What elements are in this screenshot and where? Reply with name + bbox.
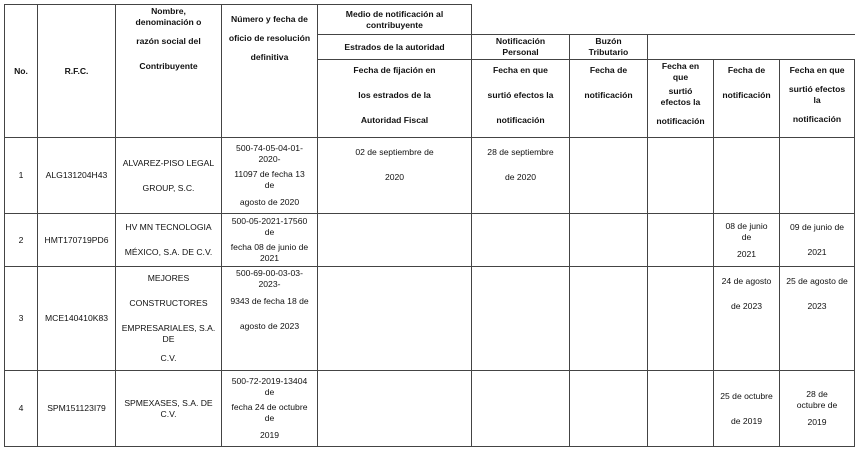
cell-buzon	[570, 267, 648, 371]
notification-table	[4, 4, 855, 447]
cell-surtio-buzon	[648, 214, 714, 267]
header-surtio-buzon: Fecha en que surtió efectos la notificación	[648, 60, 714, 138]
header-personal: Notificación Personal	[472, 35, 570, 60]
cell-fijacion	[318, 267, 472, 371]
header-estrados: Estrados de la autoridad	[318, 35, 472, 60]
table-row	[5, 138, 855, 214]
cell-buzon	[570, 214, 648, 267]
header-nombre: Nombre, denominación o razón social del Contribuyente	[116, 5, 222, 138]
cell-fecha-notificacion: 24 de agosto de 2023	[714, 267, 780, 371]
cell-no: 2	[5, 214, 38, 267]
cell-fecha-notificacion: 08 de junio de 2021	[714, 214, 780, 267]
cell-no: 3	[5, 267, 38, 371]
table-row	[5, 371, 855, 447]
header-rfc: R.F.C.	[38, 5, 116, 138]
cell-surtio-buzon	[648, 371, 714, 447]
cell-nombre: MEJORES CONSTRUCTORES EMPRESARIALES, S.A. DE C.V.	[116, 267, 222, 371]
header-buzon: Buzón Tributario	[570, 35, 648, 60]
cell-rfc: ALG131204H43	[38, 138, 116, 214]
cell-fecha-notificacion	[714, 138, 780, 214]
cell-surtio-final	[780, 138, 855, 214]
cell-oficio: 500-05-2021-17560 de fecha 08 de junio de 2021	[222, 214, 318, 267]
cell-no: 1	[5, 138, 38, 214]
cell-surtio-buzon	[648, 138, 714, 214]
cell-surtio-personal: 28 de septiembre de 2020	[472, 138, 570, 214]
cell-oficio: 500-72-2019-13404 de fecha 24 de octubre de 2019	[222, 371, 318, 447]
cell-fijacion: 02 de septiembre de 2020	[318, 138, 472, 214]
cell-fijacion	[318, 214, 472, 267]
header-no: No.	[5, 5, 38, 138]
table-row	[5, 267, 855, 371]
cell-fecha-notificacion: 25 de octubre de 2019	[714, 371, 780, 447]
cell-surtio-personal	[472, 267, 570, 371]
cell-nombre: ALVAREZ-PISO LEGAL GROUP, S.C.	[116, 138, 222, 214]
header-surtio-personal: Fecha en que surtió efectos la notificación	[472, 60, 570, 138]
cell-nombre: SPMEXASES, S.A. DE C.V.	[116, 371, 222, 447]
cell-oficio: 500-74-05-04-01- 2020- 11097 de fecha 13 de agosto de 2020	[222, 138, 318, 214]
cell-rfc: MCE140410K83	[38, 267, 116, 371]
header-fijacion: Fecha de fijación en los estrados de la Autoridad Fiscal	[318, 60, 472, 138]
header-fecha-notificacion: Fecha de notificación	[714, 60, 780, 138]
header-medio: Medio de notificación al contribuyente	[318, 5, 472, 35]
cell-surtio-buzon	[648, 267, 714, 371]
cell-buzon	[570, 138, 648, 214]
cell-surtio-final: 28 de octubre de 2019	[780, 371, 855, 447]
header-fecha-buzon: Fecha de notificación	[570, 60, 648, 138]
cell-surtio-final: 25 de agosto de 2023	[780, 267, 855, 371]
cell-nombre: HV MN TECNOLOGIA MÉXICO, S.A. DE C.V.	[116, 214, 222, 267]
cell-surtio-personal	[472, 214, 570, 267]
cell-rfc: HMT170719PD6	[38, 214, 116, 267]
header-blank	[472, 5, 855, 35]
cell-fijacion	[318, 371, 472, 447]
header-numero: Número y fecha de oficio de resolución definitiva	[222, 5, 318, 138]
cell-no: 4	[5, 371, 38, 447]
cell-surtio-final: 09 de junio de 2021	[780, 214, 855, 267]
cell-oficio: 500-69-00-03-03- 2023- 9343 de fecha 18 de agosto de 2023	[222, 267, 318, 371]
table-row	[5, 214, 855, 267]
cell-surtio-personal	[472, 371, 570, 447]
cell-rfc: SPM151123I79	[38, 371, 116, 447]
cell-buzon	[570, 371, 648, 447]
header-blank-2	[648, 35, 855, 60]
header-surtio-final: Fecha en que surtió efectos la notificación	[780, 60, 855, 138]
